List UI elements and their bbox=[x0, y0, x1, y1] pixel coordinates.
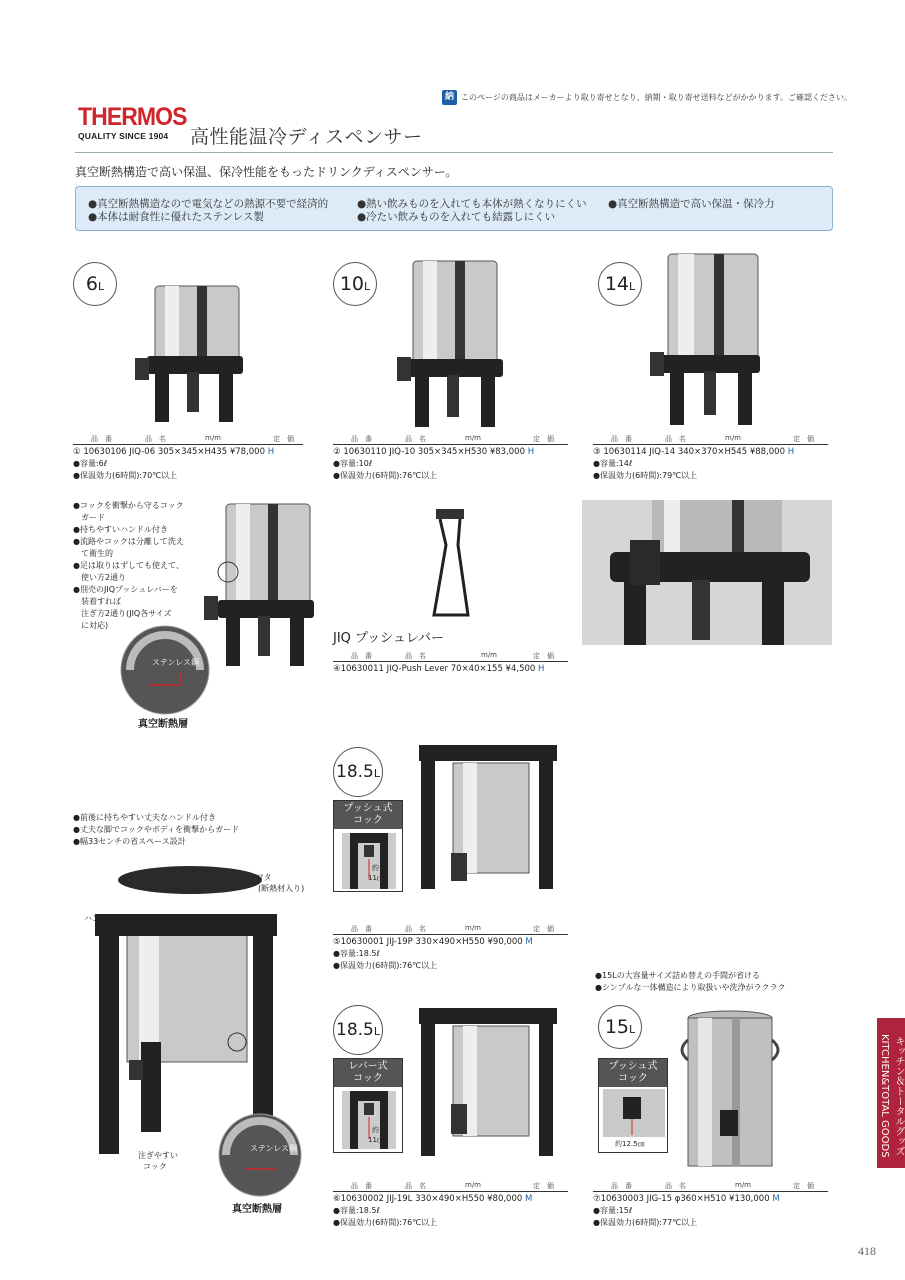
stainless-label: ステンレス鋼 bbox=[152, 658, 199, 667]
jij-feature-list: ●前後に持ちやすい丈夫なハンドル付き ●丈夫な脚でコックやボディを衝撃からガード ●幅33センチの省スペース設計 bbox=[73, 813, 240, 846]
push-cock-tag: プッシュ式 コック 約 11㎝ bbox=[333, 800, 403, 892]
title-divider bbox=[75, 152, 833, 153]
lid-note-label: (断熱材入り) bbox=[258, 884, 305, 893]
section-side-tab: キッチン＆トータルグッズ KITCHEN&TOTAL GOODS bbox=[877, 1018, 905, 1168]
stainless-label-2: ステンレス鋼 bbox=[250, 1144, 297, 1153]
notice-text: このページの商品はメーカーより取り寄せとなり、納期・取り寄せ送料などがかかります。ご確認ください。 bbox=[461, 93, 853, 102]
spec-jiq-14: 品 番 品 名 m/m 定 価 ③ 10630114 JIQ-14 340×370×H545 ¥88,000 H ●容量:14ℓ ●保温効力(6時間):79℃以上 bbox=[593, 434, 828, 481]
size-badge-15l: 15L bbox=[598, 1005, 642, 1049]
jiq-14-image bbox=[650, 250, 765, 430]
size-badge-14l: 14L bbox=[598, 262, 642, 306]
spec-jiq-06: 品 番 品 名 m/m 定 価 ① 10630106 JIQ-06 305×345×H435 ¥78,000 H ●容量:6ℓ ●保温効力(6時間):70℃以上 bbox=[73, 434, 303, 481]
insulation-detail-circle-2 bbox=[218, 1113, 302, 1197]
jiq-detail-image bbox=[200, 500, 320, 670]
brand-since: QUALITY SINCE 1904 bbox=[78, 131, 169, 141]
push-lever-title: JIQ プッシュレバー bbox=[333, 631, 444, 646]
spec-jij-19l: 品 番 品 名 m/m 定 価 ⑥10630002 JIJ-19L 330×490×H550 ¥80,000 M ●容量:18.5ℓ ●保温効力(6時間):76℃以上 bbox=[333, 1181, 568, 1228]
push-lever-image bbox=[428, 505, 478, 620]
feature-item: ●真空断熱構造なので電気などの熱源不要で経済的 bbox=[88, 198, 329, 210]
spec-push-lever: 品 番 品 名 m/m 定 価 ④10630011 JIQ-Push Lever 70×40×155 ¥4,500 H bbox=[333, 651, 568, 674]
lever-cock-tag: レバー式 コック 約 11㎝ bbox=[333, 1058, 403, 1153]
brand-name: THERMOS bbox=[78, 103, 187, 131]
jiq-closeup-photo bbox=[582, 500, 832, 645]
thermos-logo bbox=[78, 104, 186, 141]
jig-push-cock-tag: プッシュ式 コック 約12.5㎝ bbox=[598, 1058, 668, 1153]
insulation-detail-circle bbox=[120, 625, 210, 715]
size-badge-10l: 10L bbox=[333, 262, 377, 306]
vacuum-layer-label-2: 真空断熱層 bbox=[232, 1204, 282, 1215]
feature-item: ●真空断熱構造で高い保温・保冷力 bbox=[608, 198, 775, 210]
spec-jij-19p: 品 番 品 名 m/m 定 価 ⑤10630001 JIJ-19P 330×490×H550 ¥90,000 M ●容量:18.5ℓ ●保温効力(6時間):76℃以上 bbox=[333, 924, 568, 971]
jig-feature-list: ●15Lの大容量サイズ詰め替えの手間が省ける ●シンプルな一体構造により取扱いや洗浄がラクラク bbox=[595, 971, 786, 992]
vendor-notice bbox=[442, 90, 852, 105]
jig-15-image bbox=[676, 1010, 786, 1170]
jig-cock-icon bbox=[603, 1089, 665, 1137]
jiq-06-image bbox=[125, 280, 245, 425]
jiq-10-image bbox=[395, 257, 505, 429]
size-badge-18-5l-push: 18.5L bbox=[333, 747, 383, 797]
size-badge-18-5l-lever: 18.5L bbox=[333, 1005, 383, 1055]
feature-box bbox=[75, 186, 833, 231]
vacuum-layer-label: 真空断熱層 bbox=[138, 719, 188, 730]
page-title: 高性能温冷ディスペンサー bbox=[190, 126, 423, 148]
spec-jiq-10: 品 番 品 名 m/m 定 価 ② 10630110 JIQ-10 305×345×H530 ¥83,000 H ●容量:10ℓ ●保温効力(6時間):76℃以上 bbox=[333, 434, 568, 481]
feature-item: ●熱い飲みものを入れても本体が熱くなりにくい bbox=[357, 198, 587, 210]
size-badge-6l: 6L bbox=[73, 262, 117, 306]
spec-jig-15: 品 番 品 名 m/m 定 価 ⑦10630003 JIG-15 φ360×H510 ¥130,000 M ●容量:15ℓ ●保温効力(6時間):77℃以上 bbox=[593, 1181, 828, 1228]
page-number: 418 bbox=[858, 1244, 876, 1258]
cock-label-2: コック bbox=[143, 1162, 167, 1171]
lid-label: フタ bbox=[256, 873, 272, 882]
jij-19p-image bbox=[415, 745, 560, 890]
page-subtitle: 真空断熱構造で高い保温、保冷性能をもったドリンクディスペンサー。 bbox=[75, 165, 458, 179]
jiq-feature-list: ●コックを衝撃から守るコック ガード ●持ちやすいハンドル付き ●流路やコックは分離して洗え て衛生的 ●足は取りはずしても使えて、 使い方2通り ●別売のJIQプッシュレバーを 装着すれば 注ぎ方2通り(JIQ各サイズ に対応) bbox=[73, 501, 184, 630]
handle-label: ハンドル bbox=[84, 914, 116, 923]
feature-item: ●冷たい飲みものを入れても結露しにくい bbox=[357, 211, 556, 223]
feature-item: ●本体は耐食性に優れたステンレス製 bbox=[88, 211, 264, 223]
notice-badge: 納 bbox=[442, 90, 457, 105]
jij-19l-image bbox=[415, 1008, 560, 1156]
cock-label: 注ぎやすい bbox=[138, 1151, 178, 1160]
